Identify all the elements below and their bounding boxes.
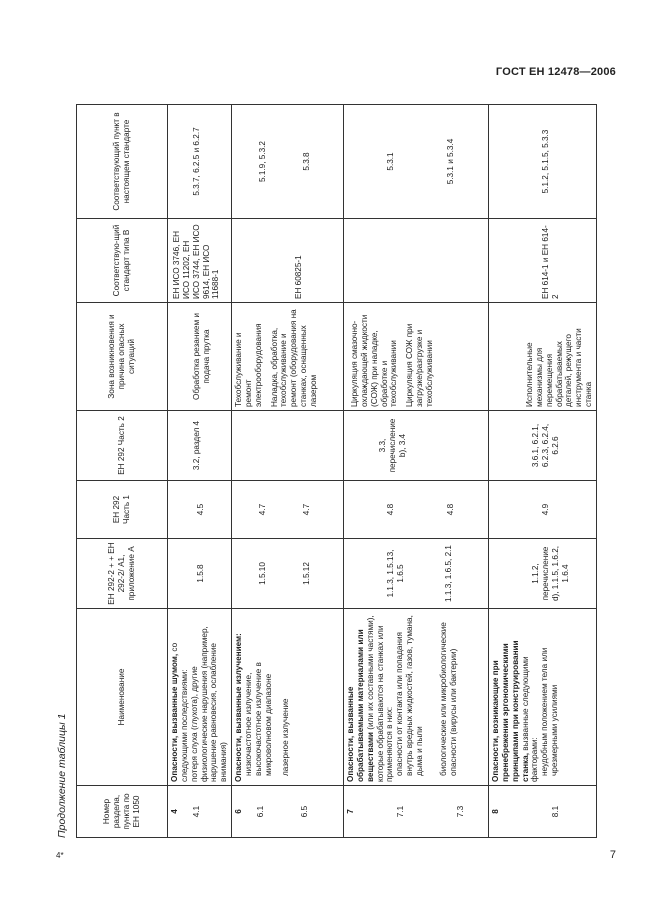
hazard-group-note: со следующими последствиями:: [170, 642, 189, 782]
cell-number: [489, 786, 597, 838]
cell-text: ЕН ИСО 3746, ЕН ИСО 11202, ЕН ИСО 3744, ЕН ИСО 9614, ЕН ИСО 11688-1: [172, 224, 221, 299]
cell-clause: [232, 105, 344, 219]
cell-text: 5.3.8: [301, 152, 311, 171]
cell-text: Циркуляция смазочно-охлаждающей жидкости (СОЖ) при наладке, обработке и техобслуживании: [350, 314, 399, 407]
cell-clause: [168, 105, 232, 219]
cell-number: [232, 786, 344, 838]
page-number: 7: [609, 849, 616, 861]
col-header-number: Номер раздела, пункта по ЕН 1050: [77, 786, 168, 838]
cell-part1: [232, 481, 344, 539]
cell-text: 1.1.2, перечисление d), 1.1.5, 1.6.2, 1.6.4: [531, 545, 570, 602]
table-row: [232, 105, 344, 838]
cell-text: 1.1.3, 1.6.5, 2.1: [443, 545, 453, 602]
cell-part2: [168, 411, 232, 481]
col-header-en292-part1: ЕН 292 Часть 1: [77, 481, 168, 539]
standard-code: ГОСТ ЕН 12478—2006: [495, 66, 616, 78]
cell-text: 5.3.7, 6.2.5 и 6.2.7: [192, 127, 201, 196]
cell-zone: [344, 303, 489, 411]
cell-part2: [489, 411, 597, 481]
cell-zone: [489, 303, 597, 411]
row-number: 4.1: [191, 805, 201, 818]
hazard-group-title: Опасности, вызванные шумом,: [170, 653, 179, 782]
cell-zone: [232, 303, 344, 411]
cell-text: Исполнительные механизмы для перемещения обрабатываемых деталей, режущего инструмента и части станка: [525, 328, 594, 407]
cell-name: [489, 609, 597, 786]
hazard-group-note: вызванные следующими факторами:: [520, 656, 540, 782]
row-number: 8: [491, 809, 501, 814]
cell-clause: [344, 105, 489, 219]
cell-clause: [489, 105, 597, 219]
table-row: [168, 105, 232, 838]
hazard-group-note: (или их составными частями), которые обрабатываются на станках или применяются в них:: [365, 615, 395, 782]
cell-number: [344, 786, 489, 838]
hazard-description: потеря слуха (глухота), другие физиологические нарушения (например, нарушение равновесия, ослабление внимания): [189, 626, 229, 782]
cell-text: 4.8: [445, 503, 455, 516]
row-number: 6.5: [299, 805, 309, 818]
cell-text: Циркуляция СОЖ при загрузке/разгрузке и техобслуживании: [405, 323, 434, 407]
cell-type-b: [232, 219, 344, 303]
cell-type-b: [344, 219, 489, 303]
hazard-description: неудобным положением тела или чрезмерными усилиями: [540, 647, 560, 776]
hazard-description: лазерное излучение: [281, 698, 291, 776]
cell-text: 4.7: [258, 503, 268, 516]
row-number: 8.1: [550, 805, 560, 818]
cell-text: 5.3.1: [386, 152, 396, 171]
hazard-description: низкочастотное излучение, высокочастотное излучение в микроволновом диапазоне: [243, 662, 273, 776]
row-number: 7.3: [455, 805, 465, 818]
cell-en292-2: [489, 539, 597, 609]
cell-en292-2: [168, 539, 232, 609]
cell-text: Обработка резанием и подача прутка: [192, 313, 211, 400]
cell-text: 4.7: [301, 503, 311, 516]
cell-text: 1.1.3, 1.5.13, 1.6.5: [386, 549, 405, 598]
cell-en292-2: [344, 539, 489, 609]
page-header: [0, 0, 646, 90]
cell-text: 3.2, раздел 4: [192, 420, 201, 471]
cell-text: 4.8: [386, 503, 396, 516]
cell-number: [168, 786, 232, 838]
cell-type-b: [489, 219, 597, 303]
cell-text: 1.5.8: [196, 564, 205, 583]
hazard-group-title: Опасности, вызванные обрабатываемыми материалами или веществами: [346, 629, 375, 782]
cell-part1: [489, 481, 597, 539]
cell-text: ЕН 60825-1: [294, 255, 304, 299]
col-header-type-b: Соответствую-щий стандарт типа В: [77, 219, 168, 303]
hazard-group-title: Опасности, вызванные излучением:: [234, 633, 244, 782]
table-row: [344, 105, 489, 838]
cell-name: [232, 609, 344, 786]
cell-text: Техобслуживание и ремонт электрооборудования: [234, 323, 263, 407]
cell-part2: [344, 411, 489, 481]
hazards-table: [76, 104, 597, 838]
row-number: 6.1: [255, 805, 265, 818]
cell-text: ЕН 614-1 и ЕН 614-2: [541, 225, 560, 299]
cell-text: 1.5.12: [301, 562, 311, 585]
rotated-table-area: [56, 105, 626, 838]
cell-type-b: [168, 219, 232, 303]
cell-text: 3.6.1, 6.2.1, 6.2.3, 6.2.4, 6.2.6: [531, 423, 560, 468]
table-header-row: [77, 105, 168, 838]
cell-text: 4.5: [196, 503, 205, 516]
cell-text: 5.3.1 и 5.3.4: [445, 138, 455, 185]
hazard-description: опасности от контакта или попадания внутрь вредных жидкостей, газов, тумана, дыма и пыли: [395, 615, 424, 776]
col-header-zone: Зона возникновения и причина опасных ситуаций: [77, 303, 168, 411]
cell-name: [168, 609, 232, 786]
cell-part1: [344, 481, 489, 539]
cell-text: Наладка, обработка, техобслуживание и ремонт (оборудования на станках, оснащенных лазером: [269, 309, 318, 407]
row-number: 6: [234, 809, 244, 814]
cell-text: 4.9: [541, 503, 551, 516]
cell-text: 5.1.9, 5.3.2: [258, 141, 268, 182]
col-header-en292-part2: ЕН 292 Часть 2: [77, 411, 168, 481]
row-number: 4: [170, 809, 179, 814]
row-number: 7: [346, 809, 356, 814]
col-header-name: Наименование: [77, 609, 168, 786]
cell-en292-2: [232, 539, 344, 609]
hazard-description: биологические или микробиологические опасности (вирусы или бактерии): [438, 622, 458, 776]
cell-zone: [168, 303, 232, 411]
cell-text: 5.1.2, 5.1.5, 5.3.3: [541, 129, 551, 194]
cell-part1: [168, 481, 232, 539]
col-header-en292-2: ЕН 292-2 + + ЕН 292-2/ А1, приложение А: [77, 539, 168, 609]
table-caption: Продолжение таблицы 1: [56, 713, 68, 838]
cell-text: 3.3, перечисление b), 3.4: [378, 418, 407, 473]
cell-part2: [232, 411, 344, 481]
row-number: 7.1: [395, 805, 405, 818]
cell-name: [344, 609, 489, 786]
hazard-group-title: Опасности, возникающие при пренебрежении эргономическими принципами при конструировании станка,: [491, 640, 530, 782]
col-header-clause: Соответствующий пункт в настоящем стандарте: [77, 105, 168, 219]
cell-text: 1.5.10: [258, 562, 268, 585]
table-row: [489, 105, 597, 838]
footnote-mark: 4*: [56, 851, 64, 860]
